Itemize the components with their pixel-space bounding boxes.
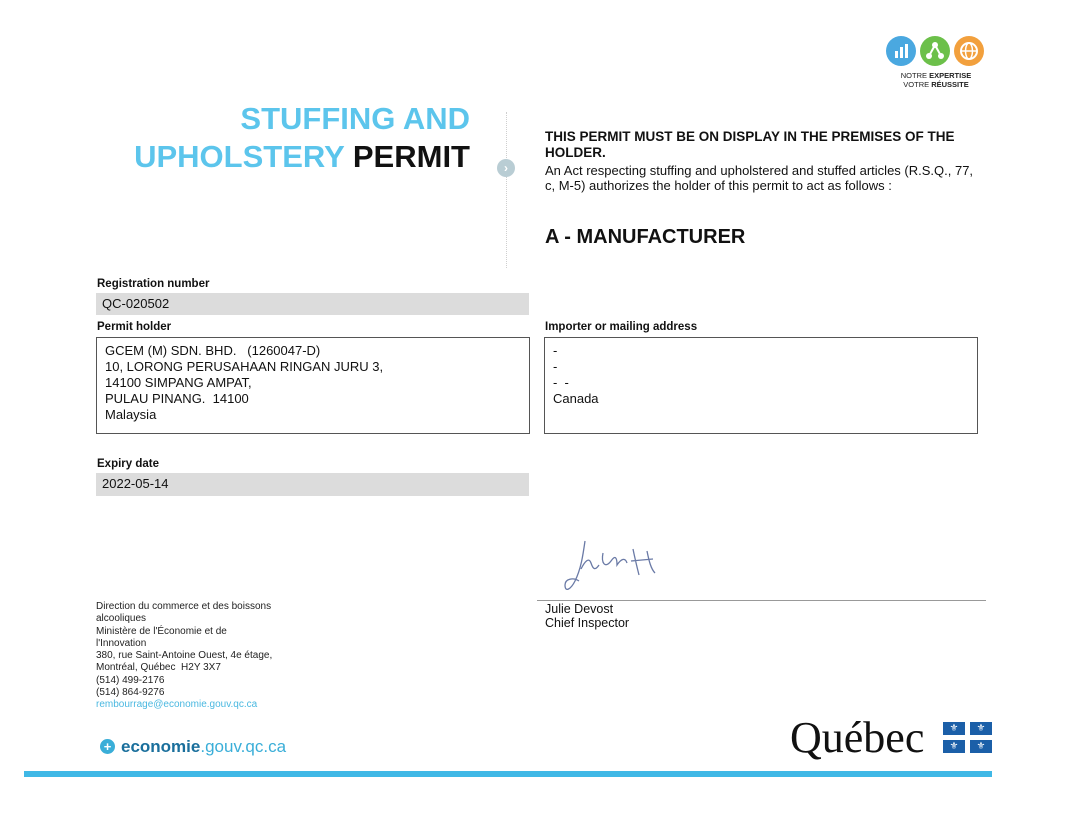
holder-line: GCEM (M) SDN. BHD. (1260047-D) — [105, 343, 321, 358]
act-description: An Act respecting stuffing and upholstered and stuffed articles (R.S.Q., 77, c, M-5) authorizes the holder of this permit to act as follows : — [545, 163, 974, 193]
registration-label: Registration number — [97, 278, 210, 290]
address-line: alcooliques — [96, 613, 147, 625]
holder-line: 10, LORONG PERUSAHAAN RINGAN JURU 3, — [105, 359, 384, 374]
expertise-logo — [886, 36, 986, 68]
logo-tagline: NOTRE EXPERTISE VOTRE RÉUSSITE — [900, 71, 972, 89]
importer-box — [544, 337, 978, 434]
globe-icon — [954, 36, 984, 66]
network-icon — [920, 36, 950, 66]
registration-value: QC-020502 — [96, 293, 529, 315]
chevron-right-icon: › — [497, 159, 515, 177]
quebec-flag-icon: ⚜ ⚜ ⚜ ⚜ — [943, 722, 993, 754]
address-line: l'Innovation — [96, 637, 147, 649]
plus-circle-icon: + — [100, 739, 115, 754]
signatory-name: Julie Devost — [545, 602, 614, 616]
dotted-divider — [506, 112, 507, 268]
display-notice-heading: THIS PERMIT MUST BE ON DISPLAY IN THE PREMISES OF THE HOLDER. — [545, 129, 955, 160]
title-line-2: UPHOLSTERY PERMIT — [134, 139, 470, 174]
signatory-block — [545, 602, 629, 630]
importer-line: - - — [553, 375, 569, 390]
quebec-wordmark: Québec — [790, 713, 925, 762]
address-line: Ministère de l'Économie et de — [96, 625, 227, 637]
permit-holder-box — [96, 337, 530, 434]
holder-line: Malaysia — [105, 407, 157, 422]
address-line: Montréal, Québec H2Y 3X7 — [96, 662, 221, 674]
signature-image — [555, 535, 675, 599]
signatory-title: Chief Inspector — [545, 616, 630, 630]
holder-line: 14100 SIMPANG AMPAT, — [105, 375, 252, 390]
signature-line — [537, 600, 986, 601]
importer-line: Canada — [553, 391, 599, 406]
permit-title — [80, 100, 470, 176]
permit-holder-label: Permit holder — [97, 321, 172, 333]
importer-label: Importer or mailing address — [545, 321, 698, 333]
importer-line: - — [553, 343, 558, 358]
expiry-label: Expiry date — [97, 458, 159, 470]
contact-email-link[interactable]: rembourrage@economie.gouv.qc.ca — [96, 699, 258, 711]
expiry-value: 2022-05-14 — [96, 473, 529, 496]
address-line: (514) 499-2176 — [96, 674, 165, 686]
ministry-address — [96, 601, 316, 712]
permit-category: A - MANUFACTURER — [545, 226, 746, 248]
footer-accent-bar — [24, 771, 992, 777]
holder-line: PULAU PINANG. 14100 — [105, 391, 249, 406]
address-line: 380, rue Saint-Antoine Ouest, 4e étage, — [96, 650, 273, 662]
importer-line: - — [553, 359, 558, 374]
bar-chart-icon — [886, 36, 916, 66]
website-link[interactable]: + economie.gouv.qc.ca — [100, 737, 286, 757]
title-line-1: STUFFING AND — [240, 101, 470, 136]
address-line: Direction du commerce et des boissons — [96, 601, 272, 612]
address-line: (514) 864-9276 — [96, 687, 165, 699]
